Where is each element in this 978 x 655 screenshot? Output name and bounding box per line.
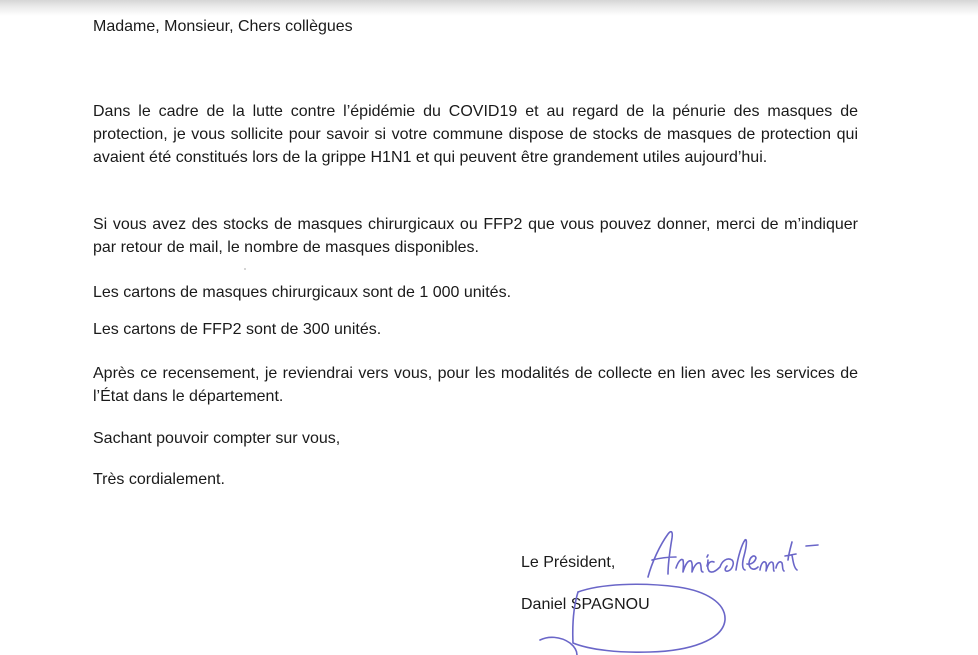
- signature-title: Le Président,: [521, 554, 616, 571]
- paragraph-request: Dans le cadre de la lutte contre l’épidémie du COVID19 et au regard de la pénurie des masques de protection, je vous sollicite pour savoir si votre commune dispose de stocks de masques de protection qui avaient été constitués lors de la grippe H1N1 et qui peuvent être grandement utiles aujourd’hui.: [93, 103, 858, 166]
- letter-salutation: Madame, Monsieur, Chers collègues: [93, 18, 353, 35]
- paragraph-surgical-masks: Les cartons de masques chirurgicaux sont de 1 000 unités.: [93, 284, 512, 301]
- scan-top-shadow: [0, 0, 978, 16]
- paragraph-ffp2-masks: Les cartons de FFP2 sont de 300 unités.: [93, 321, 382, 338]
- paragraph-collection: Après ce recensement, je reviendrai vers vous, pour les modalités de collecte en lien avec les services de l’État dans le département.: [93, 365, 858, 405]
- scan-speck: [244, 268, 246, 270]
- paragraph-regards: Très cordialement.: [93, 471, 225, 488]
- signature-name: Daniel SPAGNOU: [521, 596, 650, 613]
- paragraph-donation: Si vous avez des stocks de masques chirurgicaux ou FFP2 que vous pouvez donner, merci de m’indiquer par retour de mail, le nombre de masques disponibles.: [93, 216, 858, 256]
- handwritten-amicalement: [648, 532, 818, 577]
- paragraph-closing: Sachant pouvoir compter sur vous,: [93, 430, 341, 447]
